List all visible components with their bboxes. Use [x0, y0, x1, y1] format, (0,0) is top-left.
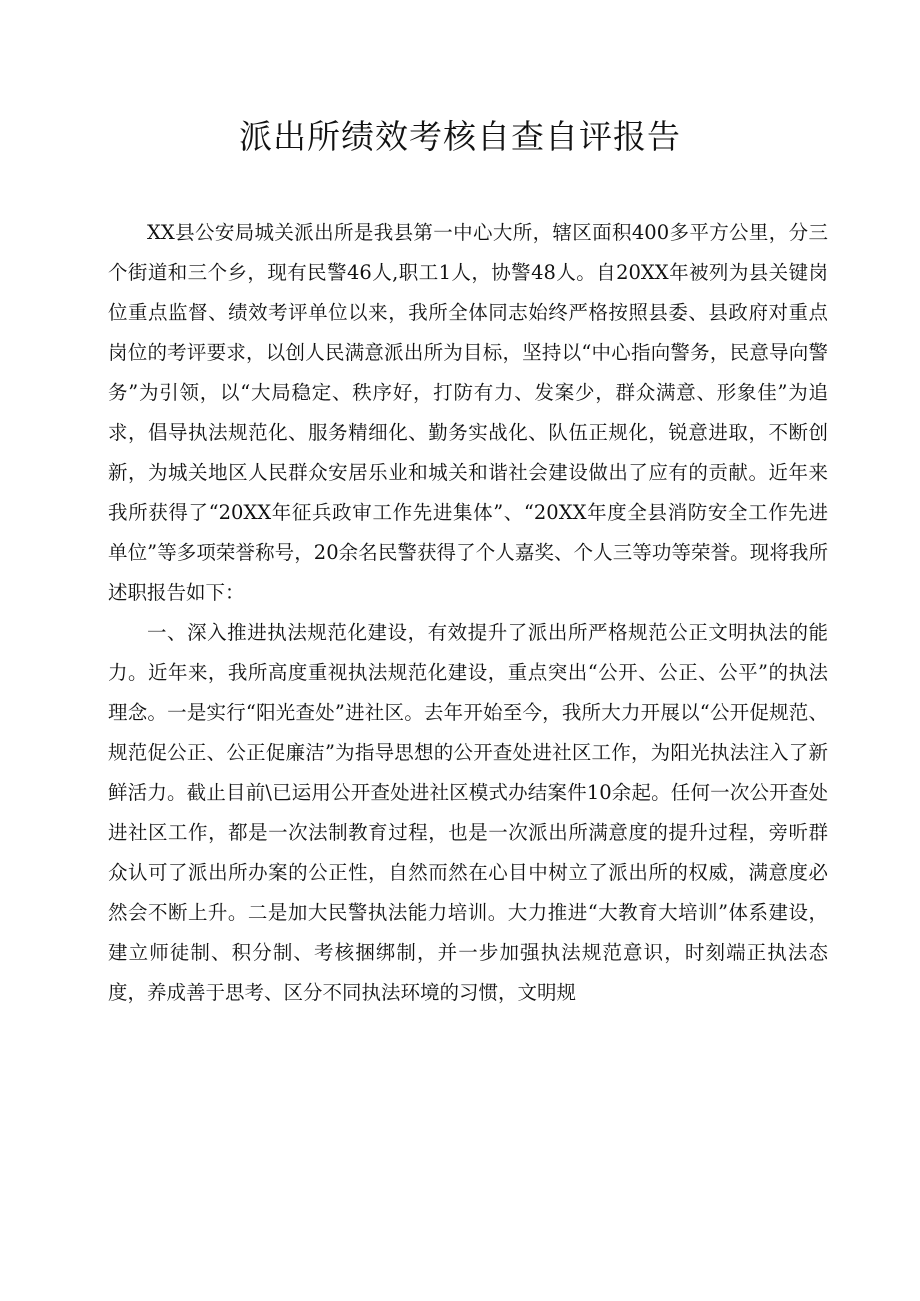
paragraph-section-one: 一、深入推进执法规范化建设，有效提升了派出所严格规范公正文明执法的能力。近年来，我所高度重视执法规范化建设，重点突出“公开、公正、公平”的执法理念。一是实行“阳光查处”进社区。去年开始至今，我所大力开展以“公开促规范、规范促公正、公正促廉洁”为指导思想的公开查处进社区工作，为阳光执法注入了新鲜活力。截止目前\已运用公开查处进社区模式办结案件10余起。任何一次公开查处进社区工作，都是一次法制教育过程，也是一次派出所满意度的提升过程，旁听群众认可了派出所办案的公正性，自然而然在心目中树立了派出所的权威，满意度必然会不断上升。二是加大民警执法能力培训。大力推进“大教育大培训”体系建设，建立师徒制、积分制、考核捆绑制，并一步加强执法规范意识，时刻端正执法态度，养成善于思考、区分不同执法环境的习惯，文明规 [108, 621, 828, 1004]
document-body [108, 213, 828, 1013]
paragraph-intro: XX县公安局城关派出所是我县第一中心大所，辖区面积400多平方公里，分三个街道和三个乡，现有民警46人,职工1人，协警48人。自20XX年被列为县关键岗位重点监督、绩效考评单位以来，我所全体同志始终严格按照县委、县政府对重点岗位的考评要求，以创人民满意派出所为目标，坚持以“中心指向警务，民意导向警务”为引领，以“大局稳定、秩序好，打防有力、发案少，群众满意、形象佳”为追求，倡导执法规范化、服务精细化、勤务实战化、队伍正规化，锐意进取，不断创新，为城关地区人民群众安居乐业和城关和谐社会建设做出了应有的贡献。近年来我所获得了“20XX年征兵政审工作先进集体”、“20XX年度全县消防安全工作先进单位”等多项荣誉称号，20余名民警获得了个人嘉奖、个人三等功等荣誉。现将我所述职报告如下： [108, 221, 828, 604]
document-title: 派出所绩效考核自查自评报告 [239, 117, 681, 156]
